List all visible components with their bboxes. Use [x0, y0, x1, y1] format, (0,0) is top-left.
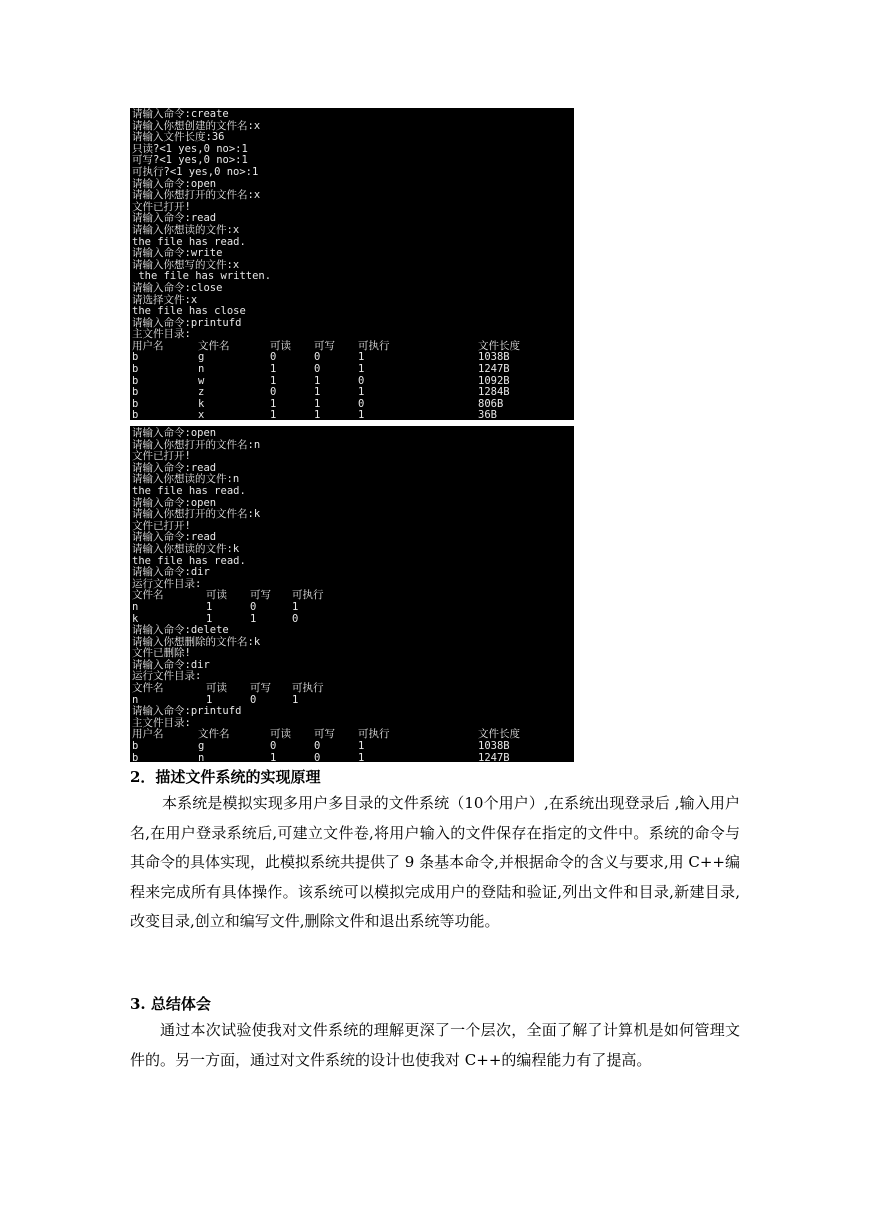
cell-readable: 1	[206, 612, 213, 625]
cell-length: 806B	[478, 397, 504, 410]
cell-user: b	[132, 397, 139, 410]
header-length: 文件长度	[478, 339, 520, 352]
cell-filename: k	[198, 397, 205, 410]
cell-filename: w	[198, 374, 205, 387]
console-line: 运行文件目录:	[132, 577, 202, 590]
console-line: 请输入命令:open	[132, 177, 217, 190]
console-line: 请输入文件长度:36	[132, 131, 225, 144]
console-line: 请输入你想打开的文件名:n	[132, 438, 261, 451]
console-line: 运行文件目录:	[132, 670, 202, 683]
cell-writable: 0	[250, 693, 257, 706]
console-2-dir-header-2	[132, 683, 574, 695]
console-line: 请输入命令:printufd	[132, 316, 242, 329]
console-line: 请输入你想写的文件:x	[132, 258, 240, 271]
cell-writable: 1	[314, 374, 321, 387]
cell-readable: 1	[270, 374, 277, 387]
section-3-paragraph: 通过本次试验使我对文件系统的理解更深了一个层次，全面了解了计算机是如何管理文件的。另一方面，通过对文件系统的设计也使我对 C++的编程能力有了提高。	[130, 1021, 740, 1069]
cell-readable: 1	[270, 751, 277, 762]
console-line: 请输入你想打开的文件名:x	[132, 189, 261, 202]
console-2-dir-header-1	[132, 590, 574, 602]
console-line: 请输入命令:read	[132, 531, 217, 544]
header-user: 用户名	[132, 728, 164, 741]
cell-writable: 0	[250, 600, 257, 613]
cell-filename: n	[198, 751, 205, 762]
cell-readable: 0	[270, 351, 277, 364]
console-line: 请输入命令:create	[132, 108, 229, 120]
console-line: the file has written.	[132, 270, 272, 283]
console-line: 请输入你想读的文件:x	[132, 223, 240, 236]
cell-executable: 0	[358, 397, 365, 410]
cell-filename: x	[198, 409, 205, 420]
header-readable: 可读	[270, 339, 291, 352]
header-user: 用户名	[132, 339, 164, 352]
dir-header-writable: 可写	[250, 589, 271, 602]
header-filename: 文件名	[198, 339, 230, 352]
console-line: 主文件目录:	[132, 716, 191, 729]
cell-length: 1092B	[478, 374, 510, 387]
table-row	[132, 410, 574, 420]
console-screenshot-1	[130, 108, 574, 420]
cell-user: b	[132, 363, 139, 376]
cell-filename: n	[198, 363, 205, 376]
cell-filename: n	[132, 693, 139, 706]
console-line: 文件已打开!	[132, 200, 191, 213]
console-line: 请输入命令:delete	[132, 624, 229, 637]
console-line: 请输入命令:dir	[132, 658, 210, 671]
console-2-log-c	[132, 706, 574, 729]
cell-filename: g	[198, 740, 205, 753]
cell-length: 1038B	[478, 740, 510, 753]
header-filename: 文件名	[198, 728, 230, 741]
console-line: 可写?<1 yes,0 no>:1	[132, 154, 248, 167]
console-1-log	[132, 109, 574, 341]
cell-writable: 0	[314, 740, 321, 753]
cell-readable: 1	[270, 409, 277, 420]
cell-writable: 0	[314, 351, 321, 364]
cell-length: 36B	[478, 409, 497, 420]
cell-executable: 1	[358, 386, 365, 399]
console-line: 请选择文件:x	[132, 293, 198, 306]
cell-length: 1247B	[478, 363, 510, 376]
console-1-table-body	[132, 352, 574, 420]
cell-writable: 1	[314, 386, 321, 399]
console-2-dir-body-1	[132, 602, 574, 625]
cell-length: 1247B	[478, 751, 510, 762]
dir-header-executable: 可执行	[292, 589, 324, 602]
cell-filename: n	[132, 600, 139, 613]
table-row	[132, 753, 574, 762]
dir-header-executable: 可执行	[292, 682, 324, 695]
cell-user: b	[132, 740, 139, 753]
console-line: 请输入命令:open	[132, 496, 217, 509]
cell-readable: 1	[206, 693, 213, 706]
console-line: 请输入你想读的文件:n	[132, 473, 240, 486]
cell-user: b	[132, 409, 139, 420]
dir-header-filename: 文件名	[132, 682, 164, 695]
cell-executable: 1	[358, 751, 365, 762]
console-2-log-a	[132, 428, 574, 590]
dir-header-filename: 文件名	[132, 589, 164, 602]
section-2-paragraph: 本系统是模拟实现多用户多目录的文件系统（10个用户）,在系统出现登录后 ,输入用户名,在用户登录系统后,可建立文件卷,将用户输入的文件保存在指定的文件中。系统的命令与其命令的具体实现，此模拟系统共提供了 9 条基本命令,并根据命令的含义与要求,用 C++编程来完成所有具体操作。该系统可以模拟完成用户的登陆和验证,列出文件和目录,新建目录,改变目录,创立和编写文件,删除文件和退出系统等功能。	[130, 794, 741, 930]
console-line: 请输入命令:write	[132, 247, 223, 260]
console-line: the file has close	[132, 305, 246, 318]
cell-writable: 0	[314, 751, 321, 762]
console-line: 请输入你想读的文件:k	[132, 542, 240, 555]
cell-filename: k	[132, 612, 139, 625]
dir-header-writable: 可写	[250, 682, 271, 695]
console-line: 文件已打开!	[132, 450, 191, 463]
cell-user: b	[132, 386, 139, 399]
cell-readable: 1	[206, 600, 213, 613]
cell-executable: 1	[358, 409, 365, 420]
console-line: the file has read.	[132, 484, 246, 497]
cell-user: b	[132, 751, 139, 762]
console-line: 请输入命令:open	[132, 427, 217, 439]
console-2-log-b	[132, 625, 574, 683]
cell-executable: 1	[358, 363, 365, 376]
header-executable: 可执行	[358, 339, 390, 352]
console-line: 请输入命令:close	[132, 281, 223, 294]
cell-writable: 1	[314, 409, 321, 420]
header-executable: 可执行	[358, 728, 390, 741]
table-row	[132, 364, 574, 376]
cell-executable: 1	[358, 740, 365, 753]
console-line: 请输入命令:dir	[132, 566, 210, 579]
header-length: 文件长度	[478, 728, 520, 741]
cell-length: 1038B	[478, 351, 510, 364]
header-readable: 可读	[270, 728, 291, 741]
cell-readable: 0	[270, 740, 277, 753]
dir-header-readable: 可读	[206, 682, 227, 695]
dir-header-readable: 可读	[206, 589, 227, 602]
console-line: 请输入命令:read	[132, 461, 217, 474]
cell-executable: 0	[292, 612, 299, 625]
header-writable: 可写	[314, 728, 335, 741]
cell-executable: 0	[358, 374, 365, 387]
cell-writable: 1	[314, 397, 321, 410]
table-row	[132, 602, 574, 614]
console-line: 文件已删除!	[132, 647, 191, 660]
console-line: 可执行?<1 yes,0 no>:1	[132, 165, 259, 178]
cell-filename: z	[198, 386, 205, 399]
cell-readable: 1	[270, 363, 277, 376]
section-3-heading: 3. 总结体会	[130, 995, 211, 1013]
cell-user: b	[132, 351, 139, 364]
header-writable: 可写	[314, 339, 335, 352]
console-line: the file has read.	[132, 554, 246, 567]
cell-writable: 0	[314, 363, 321, 376]
console-line: 请输入你想删除的文件名:k	[132, 635, 261, 648]
cell-writable: 1	[250, 612, 257, 625]
cell-user: b	[132, 374, 139, 387]
cell-executable: 1	[358, 351, 365, 364]
console-line: 请输入你想创建的文件名:x	[132, 119, 261, 132]
cell-length: 1284B	[478, 386, 510, 399]
section-2-heading: 2．描述文件系统的实现原理	[130, 768, 321, 786]
cell-filename: g	[198, 351, 205, 364]
console-line: the file has read.	[132, 235, 246, 248]
console-line: 只读?<1 yes,0 no>:1	[132, 142, 248, 155]
console-line: 请输入命令:printufd	[132, 705, 242, 718]
console-line: 请输入你想打开的文件名:k	[132, 508, 261, 521]
console-line: 请输入命令:read	[132, 212, 217, 225]
console-line: 主文件目录:	[132, 328, 191, 341]
cell-executable: 1	[292, 693, 299, 706]
cell-executable: 1	[292, 600, 299, 613]
console-screenshot-2	[130, 426, 574, 762]
cell-readable: 0	[270, 386, 277, 399]
console-line: 文件已打开!	[132, 519, 191, 532]
console-2-table-body	[132, 741, 574, 762]
table-row	[132, 741, 574, 753]
cell-readable: 1	[270, 397, 277, 410]
